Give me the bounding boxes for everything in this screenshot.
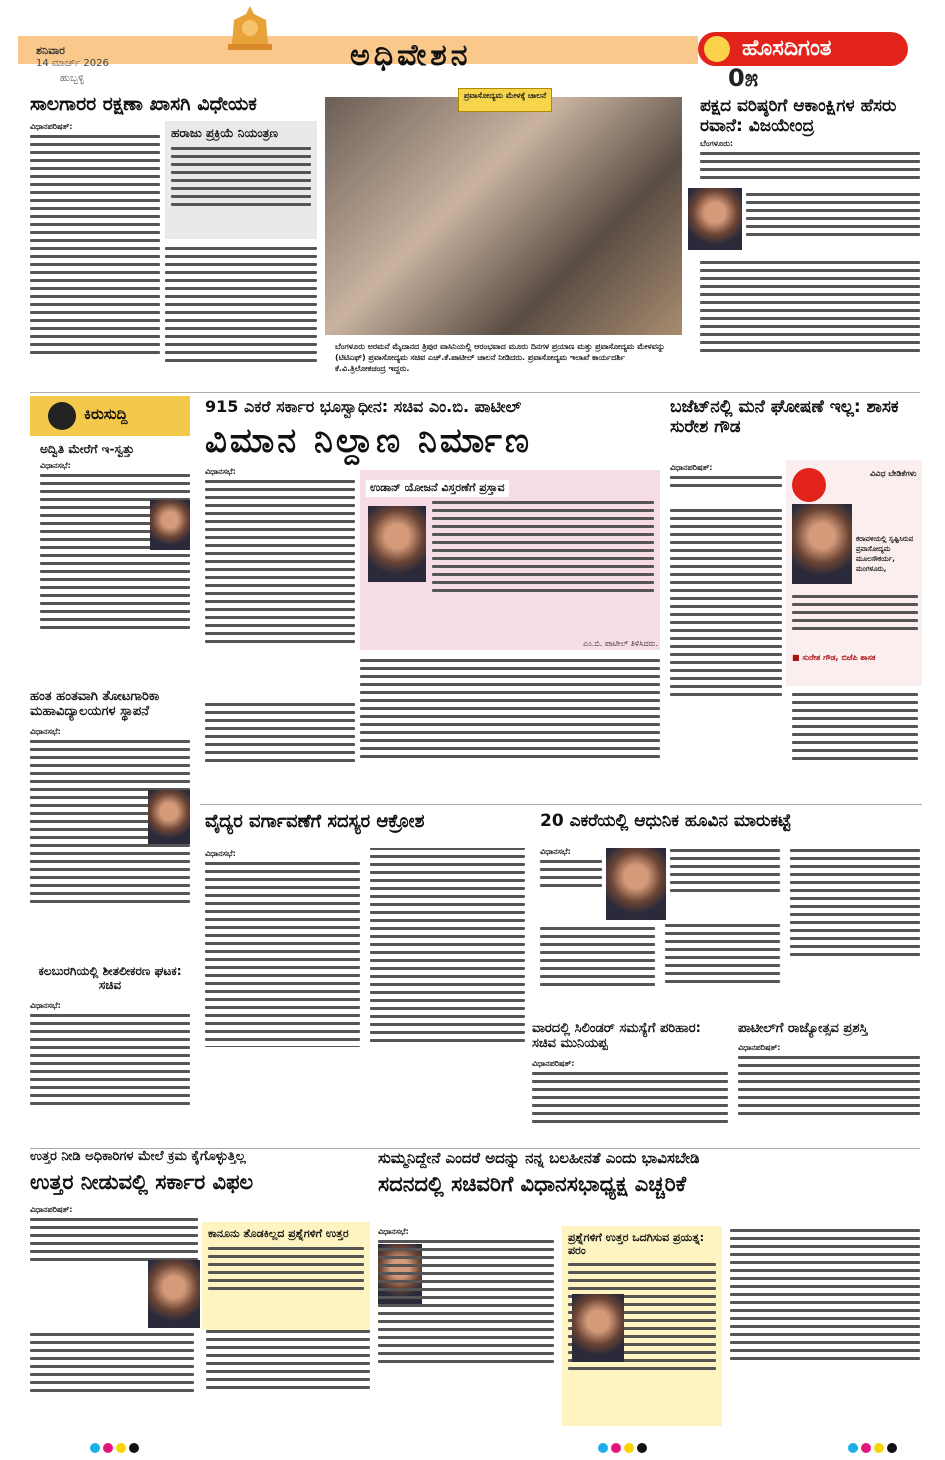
kiru-s1-title: ಅದ್ವಿತಿ ಮೇರೆಗೆ ಇ-ಸ್ವತ್ತು [40,442,135,456]
lead-dateline: ವಿಧಾನಸಭೆ: [205,467,236,476]
kiru-brand: ಕಿರುಸುದ್ದಿ [84,405,128,423]
lead-kicker: 915 ಎಕರೆ ಸರ್ಕಾರ ಭೂಸ್ವಾಧೀನ: ಸಚಿವ ಎಂ.ಬಿ. ಪಾಟೀಲ್ [205,397,522,416]
a7-headline: 20 ಎಕರೆಯಲ್ಲಿ ಆಧುನಿಕ ಹೂವಿನ ಮಾರುಕಟ್ಟೆ [540,811,792,831]
kiru-s3-dateline: ವಿಧಾನಸಭೆ: [30,1001,61,1010]
section-strip [278,36,698,64]
tourism-fair-photo [325,97,682,335]
city-label: ಹುಬ್ಬಳ್ಳಿ [60,73,85,84]
kiru-s2-title: ಹಂತ ಹಂತವಾಗಿ ತೋಟಗಾರಿಕಾ ಮಹಾವಿದ್ಯಾಲಯಗಳ ಸ್ಥಾಪನೆ [30,689,160,719]
minister-photo [606,848,666,920]
a1-body-2 [165,244,317,389]
lead-body-2 [360,656,660,796]
kiru-finger-icon [48,402,76,430]
a5-dateline: ವಿಧಾನಪರಿಷತ್: [670,463,713,472]
divider [30,392,920,393]
a7-body-2 [540,924,780,1020]
kiru-s1-photo [150,500,190,550]
a10-dateline: ವಿಧಾನಪರಿಷತ್: [30,1205,73,1214]
a7-dateline: ವಿಧಾನಸಭೆ: [540,847,571,856]
kiru-s2-dateline: ವಿಧಾನಸಭೆ: [30,727,61,736]
newspaper-logo: ಹೊಸದಿಗಂತ [698,32,908,66]
udan-box-caption: ಎಂ.ಬಿ. ಪಾಟೀಲ್ ತಿಳಿಸಿದರು. [583,639,658,648]
a1-body [30,121,160,389]
mb-patil-photo [368,506,426,582]
a7-body [540,846,602,916]
a11-kicker: ಸುಮ್ಮನಿದ್ದೇನೆ ಎಂದರೆ ಅದನ್ನು ನನ್ನ ಬಲಹೀನತೆ ಎಂದು ಭಾವಿಸಬೇಡಿ [378,1149,700,1167]
a10-box-title: ಕಾನೂನು ತೊಡಕಿಲ್ಲದ ಪ್ರಶ್ನೆಗಳಿಗೆ ಉತ್ತರ [208,1227,349,1240]
page-number: 0೫ [728,64,759,92]
a1-dateline: ವಿಧಾನಪರಿಷತ್: [30,122,73,131]
a1-headline: ಸಾಲಗಾರರ ರಕ್ಷಣಾ ಖಾಸಗಿ ವಿಧೇಯಕ [30,93,257,115]
a8-headline: ವಾರದಲ್ಲಿ ಸಿಲಿಂಡರ್ ಸಮಸ್ಯೆಗೆ ಪರಿಹಾರ: ಸಚಿವ ಮುನಿಯಪ್ಪ [532,1021,701,1051]
a11-box-title: ಪ್ರಶ್ನೆಗಳಿಗೆ ಉತ್ತರ ಒದಗಿಸುವ ಪ್ರಯತ್ನ: ಪರಂ [568,1231,705,1257]
a2-photo-tag: ಪ್ರವಾಸೋದ್ಯಮ ಮೇಳಕ್ಕೆ ಚಾಲನೆ [458,88,552,112]
a11-body [378,1226,554,1426]
print-color-marks [90,1438,142,1457]
a5-quote: ಕರಾವಳಿಯಲ್ಲಿ ಸೃಷ್ಟಿಸಿರುವ ಪ್ರವಾಸೋದ್ಯಮ ಮೂಲಸೌಕರ್ಯ, ಮಂಗಳೂರು, [856,535,914,573]
a5-body [670,462,782,502]
date-label: 14 ಮಾರ್ಚ್ 2026 [36,58,109,69]
lead-headline: ವಿಮಾನ ನಿಲ್ದಾಣ ನಿರ್ಮಾಣ [205,421,532,461]
kiru-s3-body [30,1000,190,1140]
a10-body-2 [30,1330,370,1426]
kiru-s1-dateline: ವಿಧಾನಸಭೆ: [40,461,71,470]
a10-photo [148,1260,200,1328]
a2-caption: ಬೆಂಗಳೂರು ಅರಮನೆ ಮೈದಾನದ ತ್ರಿಪುರ ವಾಸಿನಿಯಲ್ಲಿ ಆರಂಭವಾದ ಮೂರು ದಿನಗಳ ಪ್ರಯಾಣ ಮತ್ತು ಪ್ರವಾಸೋದ್ಯಮ ಮೇಳವನ್ನು (ಟಿಟಿಎಫ್) ಪ್ರವಾಸೋದ್ಯಮ ಸಚಿವ ಎಚ್.ಕೆ.ಪಾಟೀಲ್ ಚಾಲನೆ ನೀಡಿದರು. ಪ್ರವಾಸೋದ್ಯಮ ಇಲಾಖೆ ಕಾರ್ಯದರ್ಶಿ ಕೆ.ವಿ.ತ್ರಿಲೋಕಚಂದ್ರ ಇದ್ದರು. [335,342,665,373]
a5-side-body [792,592,918,648]
a5-side-label: ವಿವಿಧ ಬೇಡಿಕೆಗಳು [870,469,917,478]
udan-box-title: ಉಡಾನ್ ಯೋಜನೆ ವಿಸ್ತರಣೆಗೆ ಪ್ರಸ್ತಾವ [366,480,509,497]
a11-body-2 [730,1226,920,1426]
a7-body-3 [670,846,780,920]
suresh-gowda-photo [792,504,852,584]
quote-badge-icon [792,468,826,502]
a5-body-3 [792,690,918,796]
print-color-marks [848,1438,900,1457]
a3-headline: ಪಕ್ಷದ ವರಿಷ್ಠರಿಗೆ ಆಕಾಂಕ್ಷಿಗಳ ಹೆಸರು ರವಾನೆ: ವಿಜಯೇಂದ್ರ [700,96,897,136]
parameshwara-photo [572,1294,624,1362]
a11-headline: ಸದನದಲ್ಲಿ ಸಚಿವರಿಗೆ ವಿಧಾನಸಭಾಧ್ಯಕ್ಷ ಎಚ್ಚರಿಕೆ [378,1172,687,1196]
a11-dateline: ವಿಧಾನಸಭೆ: [378,1227,409,1236]
a10-headline: ಉತ್ತರ ನೀಡುವಲ್ಲಿ ಸರ್ಕಾರ ವಿಫಲ [30,1170,254,1194]
a5-signature: ■ ಸುರೇಶ ಗೌಡ, ಬಿಜೆಪಿ ಶಾಸಕ [792,653,876,662]
kiru-s3-title: ಕಲಬುರಗಿಯಲ್ಲಿ ಶೀತಲೀಕರಣ ಘಟಕ: ಸಚಿವ [38,964,182,992]
kiru-s1-body [40,460,190,680]
a10-box [202,1222,370,1330]
a8-body [532,1058,728,1144]
a3-dateline: ಬೆಂಗಳೂರು: [700,139,734,148]
a9-headline: ಪಾಟೀಲ್‌ಗೆ ರಾಜ್ಯೋತ್ಸವ ಪ್ರಶಸ್ತಿ [738,1021,868,1036]
a5-headline: ಬಜೆಟ್‌ನಲ್ಲಿ ಮನೆ ಘೋಷಣೆ ಇಲ್ಲ: ಶಾಸಕ ಸುರೇಶ ಗೌಡ [670,397,899,437]
lead-body-3 [205,700,355,796]
section-title: ಅಧಿವೇಶನ [350,38,472,73]
a10-kicker: ಉತ್ತರ ನೀಡಿ ಅಧಿಕಾರಿಗಳ ಮೇಲೆ ಕ್ರಮ ಕೈಗೊಳ್ಳುತ್ತಿಲ್ಲ [30,1149,246,1164]
a6-headline: ವೈದ್ಯರ ವರ್ಗಾವಣೆಗೆ ಸದಸ್ಯರ ಆಕ್ರೋಶ [205,811,425,832]
a3-body [700,138,920,186]
udan-box-body [432,498,654,638]
masthead [0,0,945,92]
a1-box-title: ಹರಾಜು ಪ್ರಕ್ರಿಯೆ ನಿಯಂತ್ರಣ [171,126,279,140]
a5-body-2 [670,506,782,796]
vidhana-soudha-emblem-icon [222,4,278,66]
a3-body-3 [700,258,920,388]
logo-badge-icon [704,36,730,62]
a6-body [205,848,525,1138]
a7-body-4 [790,846,920,1016]
a8-dateline: ವಿಧಾನಪರಿಷತ್: [532,1059,575,1068]
a6-dateline: ವಿಧಾನಸಭೆ: [205,849,236,858]
vijayendra-photo [688,188,742,250]
print-color-marks [598,1438,650,1457]
lead-body [205,466,355,696]
a1-sidebox [165,121,317,239]
a3-body-2 [746,190,920,254]
a9-body [738,1042,920,1144]
a9-dateline: ವಿಧಾನಪರಿಷತ್: [738,1043,781,1052]
divider [200,804,922,805]
kiru-s2-photo [148,790,190,844]
day-label: ಶನಿವಾರ [36,44,65,57]
